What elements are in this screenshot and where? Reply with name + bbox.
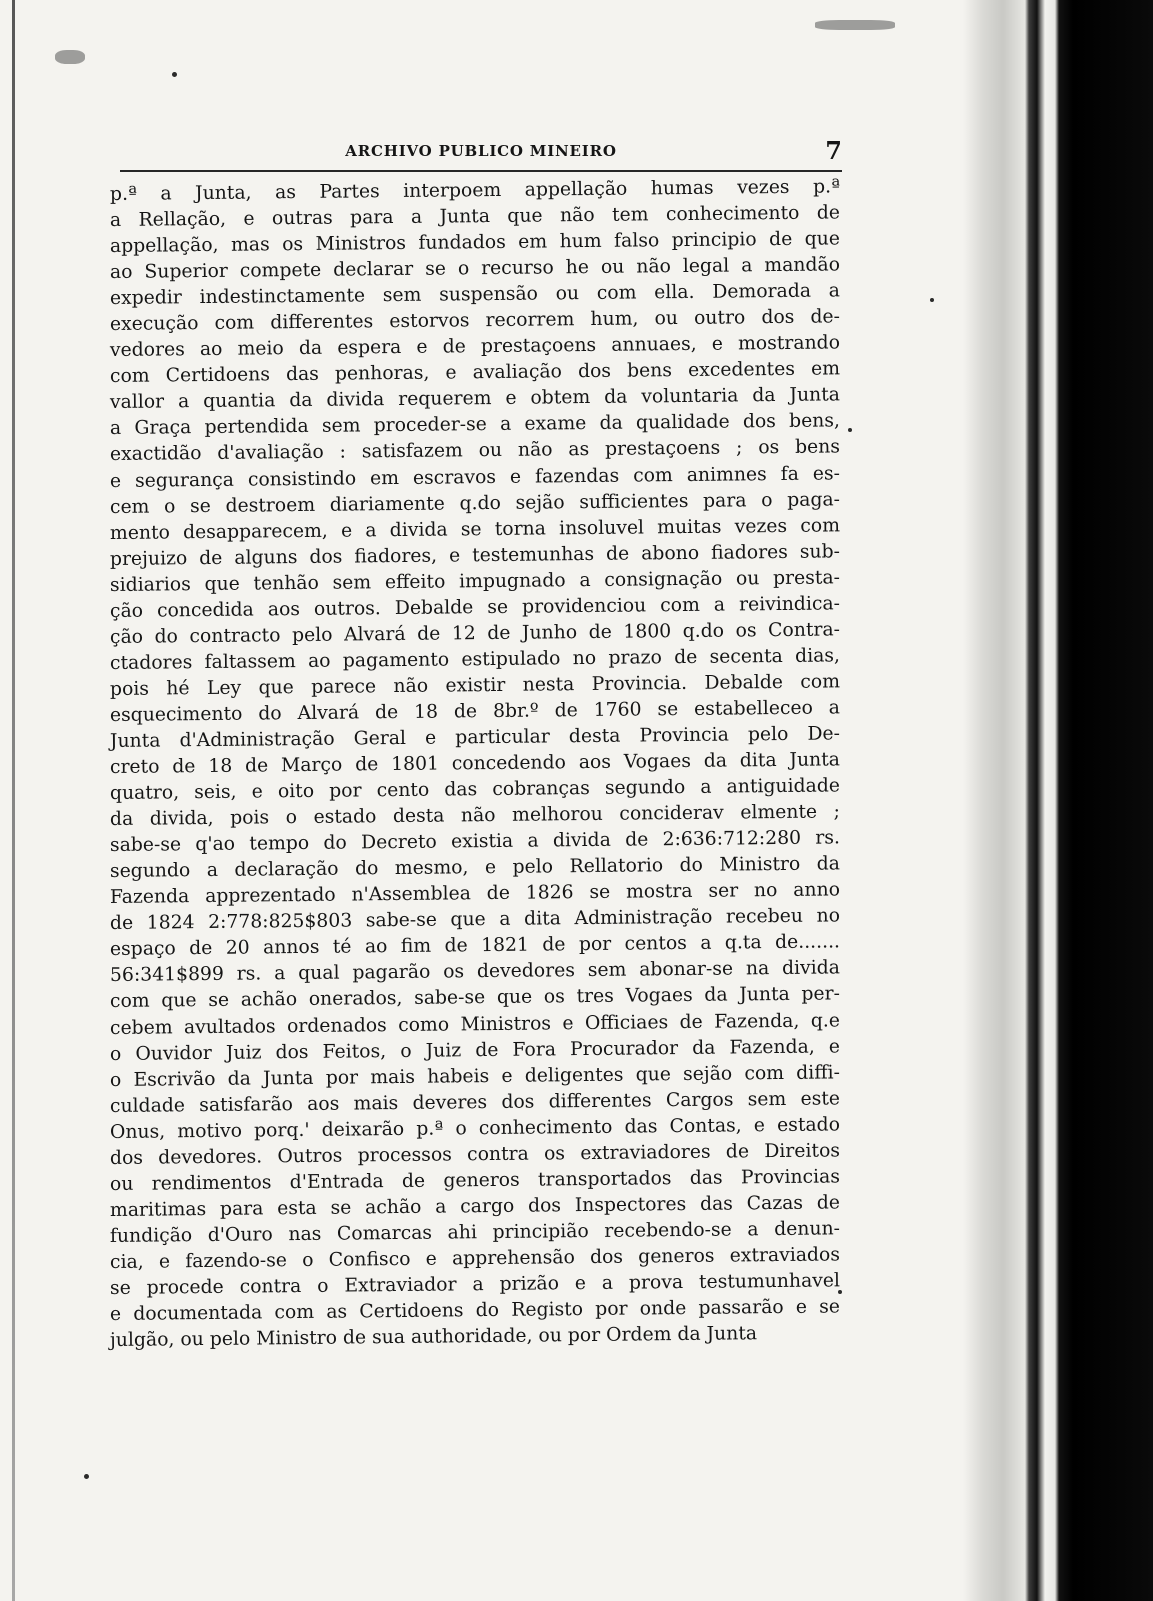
text-line: a Rellação, e outras para a Junta que não tem conhecimento de (109, 202, 841, 232)
text-line: expedir indestinctamente sem suspensão ou com ella. Demorada a (109, 280, 841, 310)
text-line: cebem avultados ordenados como Ministros e Officiaes de Fazenda, q.e (109, 1009, 841, 1039)
header-rule (120, 170, 842, 172)
text-line: julgão, ou pelo Ministro de sua authoridade, ou por Ordem da Junta (109, 1323, 758, 1352)
text-line: execução com differentes estorvos recorrem hum, ou outro dos de- (109, 306, 841, 336)
text-line: quatro, seis, e oito por cento das cobranças segundo a antiguidade (109, 775, 841, 805)
text-line: ção concedida aos outros. Debalde se providenciou com a reivindica- (109, 593, 841, 622)
page-number: 7 (825, 136, 842, 165)
text-line: mento desapparecem, e a divida se torna insoluvel muitas vezes com (109, 514, 841, 544)
text-line: o Escrivão da Junta por mais habeis e deligentes que sejão com diffi- (109, 1061, 841, 1091)
running-title: ARCHIVO PUBLICO MINEIRO (345, 142, 617, 160)
text-line: cia, e fazendo-se o Confisco e apprehensão dos generos extraviados (109, 1244, 841, 1273)
text-line: culdade satisfarão aos mais deveres dos differentes Cargos sem este (109, 1087, 841, 1117)
text-line: appellação, mas os Ministros fundados em hum falso principio de que (109, 228, 841, 258)
text-line: Junta d'Administração Geral e particular desta Provincia pelo De- (109, 723, 841, 752)
text-line: se procede contra o Extraviador a prizão e a prova testumunhavel (109, 1270, 841, 1299)
text-line: Fazenda apprezentado n'Assemblea de 1826 se mostra ser no anno (109, 879, 841, 909)
text-line: e documentada com as Certidoens do Registo por onde passarão e se (109, 1296, 841, 1326)
text-line: pois hé Ley que parece não existir nesta Provincia. Debalde com (109, 671, 841, 700)
book-spine-shadow (963, 0, 1153, 1601)
text-line: com Certidoens das penhoras, e avaliação dos bens excedentes em (109, 358, 841, 388)
text-line: exactidão d'avaliação : satisfazem ou não as prestaçoens ; os bens (109, 436, 841, 466)
ink-speck (848, 428, 852, 432)
text-line: a Graça pertendida sem proceder-se a exame da qualidade dos bens, (109, 410, 841, 440)
ink-smudge (55, 50, 85, 64)
text-line: ao Superior compete declarar se o recurso he ou não legal a mandão (109, 254, 841, 284)
text-line: e segurança consistindo em escravos e fazendas com animnes fa es- (109, 462, 841, 492)
text-line: sabe-se q'ao tempo do Decreto existia a divida de 2:636:712:280 rs. (109, 827, 841, 857)
ink-speck (172, 72, 177, 77)
ink-smudge (815, 20, 895, 30)
text-line: fundição d'Ouro nas Comarcas ahi principião recebendo-se a denun- (109, 1218, 841, 1247)
text-line: da divida, pois o estado desta não melhorou conciderav elmente ; (109, 801, 841, 831)
text-line: com que se achão onerados, sabe-se que os tres Vogaes da Junta per- (109, 983, 841, 1013)
text-line: vedores ao meio da espera e de prestaçoens annuaes, e mostrando (109, 332, 841, 362)
text-line: maritimas para esta se achão a cargo dos Inspectores das Cazas de (109, 1192, 841, 1221)
text-line: segundo a declaração do mesmo, e pelo Rellatorio do Ministro da (109, 853, 841, 883)
text-line: creto de 18 de Março de 1801 concedendo aos Vogaes da dita Junta (109, 749, 841, 779)
text-line: cem o se destroem diariamente q.do sejão sufficientes para o paga- (109, 488, 841, 518)
text-line: o Ouvidor Juiz dos Feitos, o Juiz de Fora Procurador da Fazenda, e (109, 1035, 841, 1065)
text-line: Onus, motivo porq.' deixarão p.ª o conhecimento das Contas, e estado (109, 1114, 841, 1143)
text-line: 56:341$899 rs. a qual pagarão os devedores sem abonar-se na divida (109, 957, 841, 987)
text-line: de 1824 2:778:825$803 sabe-se que a dita Administração recebeu no (109, 905, 841, 935)
page-left-edge-shadow (12, 0, 15, 1601)
text-line: sidiarios que tenhão sem effeito impugnado a consignação ou presta- (109, 567, 841, 596)
text-line: vallor a quantia da divida requerem e obtem da voluntaria da Junta (109, 384, 841, 414)
body-text (109, 176, 841, 1354)
ink-speck (930, 298, 934, 302)
ink-speck (84, 1474, 89, 1479)
text-line: espaço de 20 annos té ao fim de 1821 de por centos a q.ta de....... (109, 931, 841, 961)
text-line: p.ª a Junta, as Partes interpoem appellação humas vezes p.ª (109, 176, 841, 205)
text-line: prejuizo de alguns dos fiadores, e testemunhas de abono fiadores sub- (109, 541, 841, 570)
text-line: ção do contracto pelo Alvará de 12 de Junho de 1800 q.do os Contra- (109, 619, 841, 648)
running-header (120, 136, 842, 170)
text-line: dos devedores. Outros processos contra os extraviadores de Direitos (109, 1140, 841, 1169)
text-line: ou rendimentos d'Entrada de generos transportados das Provincias (109, 1166, 841, 1195)
text-line: esquecimento do Alvará de 18 de 8br.º de 1760 se estabelleceo a (109, 697, 841, 726)
text-line: ctadores faltassem ao pagamento estipulado no prazo de secenta dias, (109, 645, 841, 674)
